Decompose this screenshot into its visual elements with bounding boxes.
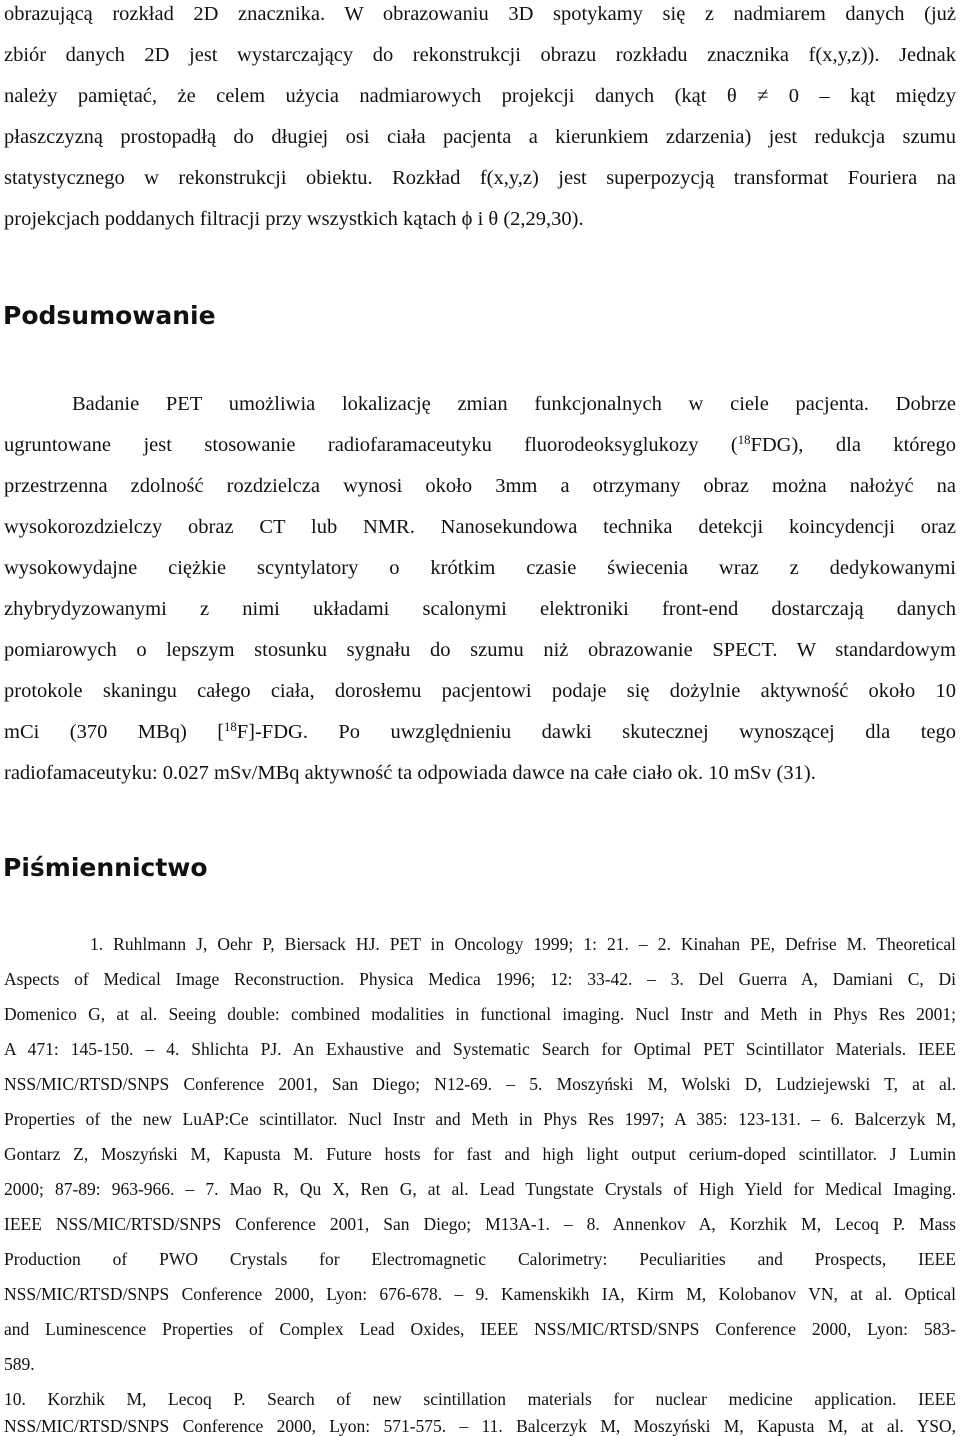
isotope-superscript: 18 xyxy=(737,433,751,448)
text-line: pomiarowych o lepszym stosunku sygnału do szumu niż obrazowanie SPECT. W standardowym xyxy=(4,639,956,661)
reference-line: NSS/MIC/RTSD/SNPS Conference 2001, San Diego; N12-69. – 5. Moszyński M, Wolski D, Ludziejewski T, at al. xyxy=(4,1074,956,1094)
reference-line: 589. xyxy=(4,1354,35,1374)
reference-line: 10. Korzhik M, Lecoq P. Search of new scintillation materials for nuclear medicine application. IEEE xyxy=(4,1389,956,1409)
text-line: wysokorozdzielczy obraz CT lub NMR. Nanosekundowa technika detekcji koincydencji oraz xyxy=(4,516,956,538)
reference-line: Aspects of Medical Image Reconstruction. Physica Medica 1996; 12: 33-42. – 3. Del Guerra A, Damiani C, Di xyxy=(4,969,956,989)
isotope-superscript: 18 xyxy=(224,720,237,735)
reference-line: Production of PWO Crystals for Electromagnetic Calorimetry: Peculiarities and Prospects, IEEE xyxy=(4,1249,956,1269)
reference-line: A 471: 145-150. – 4. Shlichta PJ. An Exhaustive and Systematic Search for Optimal PET Scintillator Materials. IEEE xyxy=(4,1039,956,1059)
text-line: płaszczyzną prostopadłą do długiej osi ciała pacjenta a kierunkiem zdarzenia) jest redukcja szumu xyxy=(4,126,956,148)
text-line: zhybrydyzowanymi z nimi układami scalonymi elektroniki front-end dostarczają danych xyxy=(4,598,956,620)
reference-line: NSS/MIC/RTSD/SNPS Conference 2000, Lyon: 571-575. – 11. Balcerzyk M, Moszyński M, Kapusta M, at al. YSO, xyxy=(4,1416,956,1436)
reference-line: NSS/MIC/RTSD/SNPS Conference 2000, Lyon: 676-678. – 9. Kamenskikh IA, Kirm M, Kolobanov VN, at al. Optical xyxy=(4,1284,956,1304)
text-line: statystycznego w rekonstrukcji obiektu. Rozkład f(x,y,z) jest superpozycją transformat Fouriera na xyxy=(4,167,956,189)
text-fragment: mCi (370 MBq) [ xyxy=(4,721,225,743)
reference-line: and Luminescence Properties of Complex Lead Oxides, IEEE NSS/MIC/RTSD/SNPS Conference 2000, Lyon: 583- xyxy=(4,1319,956,1339)
text-line: projekcjach poddanych filtracji przy wszystkich kątach ϕ i θ (2,29,30). xyxy=(4,208,584,230)
reference-line: 1. Ruhlmann J, Oehr P, Biersack HJ. PET in Oncology 1999; 1: 21. – 2. Kinahan PE, Defrise M. Theoretical xyxy=(90,934,956,954)
section-heading-references: Piśmiennictwo xyxy=(3,853,208,882)
text-line: radiofamaceutyku: 0.027 mSv/MBq aktywność ta odpowiada dawce na całe ciało ok. 10 mSv (31). xyxy=(4,762,816,784)
text-fragment: FDG), dla którego xyxy=(750,434,956,456)
text-line xyxy=(4,722,956,743)
reference-line: Domenico G, at al. Seeing double: combined modalities in functional imaging. Nucl Instr and Meth in Phys Res 2001; xyxy=(4,1004,956,1024)
reference-line: 2000; 87-89: 963-966. – 7. Mao R, Qu X, Ren G, at al. Lead Tungstate Crystals of High Yield for Medical Imaging. xyxy=(4,1179,956,1199)
reference-line: IEEE NSS/MIC/RTSD/SNPS Conference 2001, San Diego; M13A-1. – 8. Annenkov A, Korzhik M, Lecoq P. Mass xyxy=(4,1214,956,1234)
text-line: zbiór danych 2D jest wystarczający do rekonstrukcji obrazu rozkładu znacznika f(x,y,z)). Jednak xyxy=(4,44,956,66)
text-fragment: F]-FDG. Po uwzględnieniu dawki skutecznej wynoszącej dla tego xyxy=(236,721,956,743)
text-line: obrazującą rozkład 2D znacznika. W obrazowaniu 3D spotykamy się z nadmiarem danych (już xyxy=(4,3,956,25)
text-line xyxy=(4,435,956,456)
text-line: należy pamiętać, że celem użycia nadmiarowych projekcji danych (kąt θ ≠ 0 – kąt między xyxy=(4,85,956,107)
section-heading-summary: Podsumowanie xyxy=(3,301,216,330)
text-line: Badanie PET umożliwia lokalizację zmian funkcjonalnych w ciele pacjenta. Dobrze xyxy=(72,393,956,415)
text-line: przestrzenna zdolność rozdzielcza wynosi około 3mm a otrzymany obraz można nałożyć na xyxy=(4,475,956,497)
text-line: protokole skaningu całego ciała, dorosłemu pacjentowi podaje się dożylnie aktywność około 10 xyxy=(4,680,956,702)
text-line: wysokowydajne ciężkie scyntylatory o krótkim czasie świecenia wraz z dedykowanymi xyxy=(4,557,956,579)
reference-line: Gontarz Z, Moszyński M, Kapusta M. Future hosts for fast and high light output cerium-doped scintillator. J Lumin xyxy=(4,1144,956,1164)
text-fragment: ugruntowane jest stosowanie radiofaramaceutyku fluorodeoksyglukozy ( xyxy=(4,434,738,456)
reference-line: Properties of the new LuAP:Ce scintillator. Nucl Instr and Meth in Phys Res 1997; A 385: 123-131. – 6. Balcerzyk M, xyxy=(4,1109,956,1129)
